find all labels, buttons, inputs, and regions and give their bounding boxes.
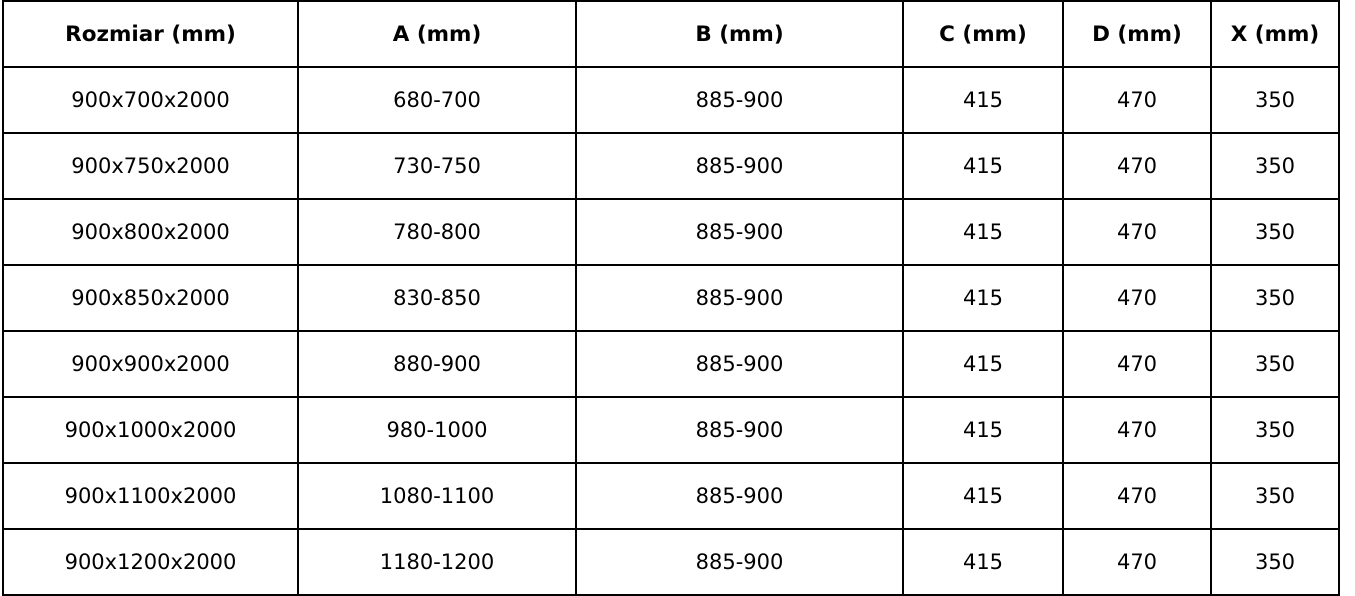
table-row [3, 133, 1339, 199]
cell-a: 1180-1200 [298, 529, 576, 595]
cell-x: 350 [1211, 265, 1339, 331]
cell-c: 415 [903, 133, 1063, 199]
cell-d: 470 [1063, 67, 1211, 133]
cell-d: 470 [1063, 265, 1211, 331]
cell-c: 415 [903, 331, 1063, 397]
column-header-a: A (mm) [298, 1, 576, 67]
cell-a: 1080-1100 [298, 463, 576, 529]
table-row [3, 529, 1339, 595]
cell-a: 880-900 [298, 331, 576, 397]
cell-rozmiar: 900x1000x2000 [3, 397, 298, 463]
column-header-b: B (mm) [576, 1, 903, 67]
cell-d: 470 [1063, 331, 1211, 397]
table-row [3, 67, 1339, 133]
cell-c: 415 [903, 529, 1063, 595]
cell-a: 780-800 [298, 199, 576, 265]
cell-d: 470 [1063, 463, 1211, 529]
cell-b: 885-900 [576, 67, 903, 133]
cell-c: 415 [903, 397, 1063, 463]
cell-x: 350 [1211, 67, 1339, 133]
table-row [3, 199, 1339, 265]
cell-d: 470 [1063, 133, 1211, 199]
cell-x: 350 [1211, 529, 1339, 595]
dimensions-table [2, 0, 1340, 596]
table-body [3, 67, 1339, 595]
cell-b: 885-900 [576, 463, 903, 529]
cell-a: 980-1000 [298, 397, 576, 463]
cell-x: 350 [1211, 397, 1339, 463]
table-row [3, 265, 1339, 331]
cell-x: 350 [1211, 463, 1339, 529]
cell-c: 415 [903, 463, 1063, 529]
cell-c: 415 [903, 67, 1063, 133]
cell-rozmiar: 900x1200x2000 [3, 529, 298, 595]
cell-b: 885-900 [576, 133, 903, 199]
column-header-rozmiar: Rozmiar (mm) [3, 1, 298, 67]
cell-rozmiar: 900x800x2000 [3, 199, 298, 265]
cell-d: 470 [1063, 199, 1211, 265]
cell-a: 730-750 [298, 133, 576, 199]
cell-a: 680-700 [298, 67, 576, 133]
table-row [3, 397, 1339, 463]
cell-d: 470 [1063, 397, 1211, 463]
column-header-d: D (mm) [1063, 1, 1211, 67]
cell-b: 885-900 [576, 397, 903, 463]
cell-x: 350 [1211, 133, 1339, 199]
cell-b: 885-900 [576, 331, 903, 397]
cell-b: 885-900 [576, 529, 903, 595]
cell-b: 885-900 [576, 199, 903, 265]
cell-x: 350 [1211, 199, 1339, 265]
column-header-x: X (mm) [1211, 1, 1339, 67]
table-header [3, 1, 1339, 67]
cell-c: 415 [903, 265, 1063, 331]
cell-rozmiar: 900x700x2000 [3, 67, 298, 133]
table-row [3, 463, 1339, 529]
cell-rozmiar: 900x900x2000 [3, 331, 298, 397]
cell-rozmiar: 900x850x2000 [3, 265, 298, 331]
cell-c: 415 [903, 199, 1063, 265]
cell-rozmiar: 900x1100x2000 [3, 463, 298, 529]
column-header-c: C (mm) [903, 1, 1063, 67]
cell-b: 885-900 [576, 265, 903, 331]
cell-d: 470 [1063, 529, 1211, 595]
cell-x: 350 [1211, 331, 1339, 397]
table-row [3, 331, 1339, 397]
cell-rozmiar: 900x750x2000 [3, 133, 298, 199]
table-header-row [3, 1, 1339, 67]
cell-a: 830-850 [298, 265, 576, 331]
